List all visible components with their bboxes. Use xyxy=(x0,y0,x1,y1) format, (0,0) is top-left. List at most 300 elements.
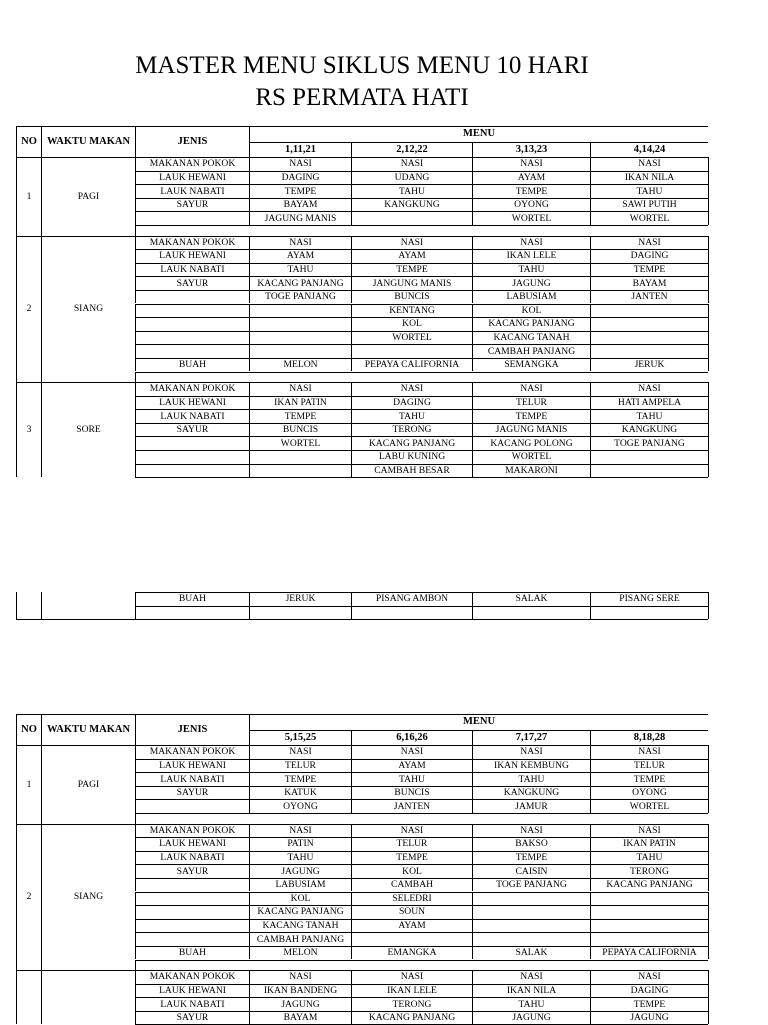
menu-item-cell: KACANG POLONG xyxy=(490,437,573,449)
table-vertical-rule xyxy=(135,396,136,410)
table-vertical-rule xyxy=(590,344,591,358)
menu-item-cell: TEMPE xyxy=(396,264,428,275)
table-vertical-rule xyxy=(472,745,473,759)
table-vertical-rule xyxy=(135,276,136,290)
table-vertical-rule xyxy=(708,157,709,171)
table-vertical-rule xyxy=(249,409,250,423)
menu-item-cell: NASI xyxy=(638,383,661,395)
table-vertical-rule xyxy=(351,592,352,606)
menu-item-cell: DAGING xyxy=(393,396,431,408)
table-vertical-rule xyxy=(135,263,136,277)
menu-item-cell: NASI xyxy=(289,158,312,170)
table-vertical-rule xyxy=(351,236,352,250)
table-vertical-rule xyxy=(351,198,352,212)
menu-item-cell: WORTEL xyxy=(511,212,552,224)
menu-item-cell: NASI xyxy=(520,824,543,836)
table-vertical-rule xyxy=(16,592,17,619)
table-vertical-rule xyxy=(135,984,136,998)
menu-item-cell: TERONG xyxy=(630,865,669,877)
menu-item-cell: SALAK xyxy=(515,947,548,959)
table-horizontal-rule xyxy=(135,606,708,607)
table-horizontal-rule xyxy=(135,932,708,933)
table-vertical-rule xyxy=(16,126,17,157)
table-vertical-rule xyxy=(351,290,352,304)
table-vertical-rule xyxy=(590,799,591,813)
menu-item-cell: MAKARONI xyxy=(505,464,558,476)
menu-item-cell: NASI xyxy=(289,824,312,836)
menu-item-cell: NASI xyxy=(638,824,661,836)
table-vertical-rule xyxy=(472,970,473,984)
document-subtitle: RS PERMATA HATI xyxy=(255,84,469,111)
menu-item-cell: NASI xyxy=(289,383,312,395)
menu-item-cell: IKAN LELE xyxy=(506,250,557,262)
jenis-cell: LAUK NABATI xyxy=(160,264,225,275)
menu-item-cell: TELUR xyxy=(396,838,428,850)
table-vertical-rule xyxy=(708,772,709,786)
table-vertical-rule xyxy=(249,759,250,773)
menu-item-cell: OYONG xyxy=(514,199,549,211)
menu-item-cell: KACANG TANAH xyxy=(262,920,339,931)
table-vertical-rule xyxy=(249,126,250,157)
table-vertical-rule xyxy=(590,171,591,185)
table-vertical-rule xyxy=(708,382,709,396)
table-vertical-rule xyxy=(472,263,473,277)
menu-item-cell: WORTEL xyxy=(280,437,321,449)
table-vertical-rule xyxy=(708,745,709,759)
table-horizontal-rule xyxy=(135,344,708,345)
table-vertical-rule xyxy=(351,932,352,946)
table-vertical-rule xyxy=(351,997,352,1011)
menu-item-cell: KACANG PANJANG xyxy=(257,277,344,289)
menu-item-cell: IKAN NILA xyxy=(624,171,675,183)
menu-item-cell: NASI xyxy=(520,158,543,170)
table-vertical-rule xyxy=(135,382,136,396)
menu-item-cell: TEMPE xyxy=(633,264,666,275)
menu-item-cell: PEPAYA CALIFORNIA xyxy=(364,359,460,371)
table-vertical-rule xyxy=(708,851,709,865)
menu-item-cell: KOL xyxy=(290,892,311,904)
table-vertical-rule xyxy=(590,1011,591,1025)
menu-item-cell: TAHU xyxy=(636,410,663,422)
table-vertical-rule xyxy=(135,759,136,773)
table-vertical-rule xyxy=(590,759,591,773)
menu-item-cell: JAGUNG xyxy=(281,865,320,877)
menu-item-cell: IKAN KEMBUNG xyxy=(494,759,569,771)
table-vertical-rule xyxy=(708,997,709,1011)
table-vertical-rule xyxy=(590,786,591,800)
menu-item-cell: AYAM xyxy=(398,250,426,262)
table-vertical-rule xyxy=(135,249,136,263)
table-vertical-rule xyxy=(41,236,42,383)
table-vertical-rule xyxy=(708,290,709,304)
table-vertical-rule xyxy=(472,759,473,773)
menu-item-cell: WORTEL xyxy=(629,212,670,224)
menu-item-cell: TELUR xyxy=(634,759,665,771)
table-vertical-rule xyxy=(472,837,473,851)
menu-item-cell: JERUK xyxy=(634,359,665,371)
section-number: 1 xyxy=(26,190,32,202)
table-vertical-rule xyxy=(135,171,136,185)
table-vertical-rule xyxy=(351,396,352,410)
jenis-cell: LAUK HEWANI xyxy=(159,171,226,183)
menu-item-cell: TOGE PANJANG xyxy=(265,291,336,303)
table-vertical-rule xyxy=(135,997,136,1011)
table-vertical-rule xyxy=(249,184,250,198)
table-vertical-rule xyxy=(590,905,591,919)
table-vertical-rule xyxy=(472,436,473,450)
table-vertical-rule xyxy=(249,436,250,450)
table-vertical-rule xyxy=(472,851,473,865)
table-vertical-rule xyxy=(708,759,709,773)
menu-item-cell: TEMPE xyxy=(515,852,548,863)
table-vertical-rule xyxy=(351,211,352,225)
table-vertical-rule xyxy=(590,184,591,198)
menu-item-cell: TEMPE xyxy=(284,185,317,197)
menu-item-cell: NASI xyxy=(638,236,661,248)
section-meal-time: SIANG xyxy=(73,303,104,315)
menu-item-cell: NASI xyxy=(400,971,424,983)
table-vertical-rule xyxy=(472,878,473,892)
table-vertical-rule xyxy=(351,450,352,464)
table-vertical-rule xyxy=(351,745,352,759)
menu-item-cell: NASI xyxy=(520,383,543,395)
table-vertical-rule xyxy=(472,171,473,185)
table-vertical-rule xyxy=(590,730,591,746)
table-vertical-rule xyxy=(351,799,352,813)
table-vertical-rule xyxy=(472,450,473,464)
header-jenis: JENIS xyxy=(177,136,208,147)
table-vertical-rule xyxy=(590,409,591,423)
table-vertical-rule xyxy=(590,824,591,838)
menu-item-cell: TAHU xyxy=(399,185,425,197)
jenis-cell: LAUK NABATI xyxy=(160,185,225,197)
menu-item-cell: CAMBAH BESAR xyxy=(374,464,450,476)
menu-item-cell: PISANG AMBON xyxy=(375,593,449,605)
menu-item-cell: LABUSIAM xyxy=(506,291,557,303)
table-vertical-rule xyxy=(16,382,17,477)
table-vertical-rule xyxy=(472,157,473,171)
menu-item-cell: TOGE PANJANG xyxy=(496,879,567,891)
jenis-cell: LAUK NABATI xyxy=(160,998,225,1010)
menu-item-cell: TEMPE xyxy=(284,410,317,422)
table-vertical-rule xyxy=(249,358,250,372)
menu-item-cell: PEPAYA CALIFORNIA xyxy=(602,947,697,959)
section-meal-time: PAGI xyxy=(77,190,100,202)
table-vertical-rule xyxy=(135,184,136,198)
menu-item-cell: SALAK xyxy=(515,593,548,605)
table-vertical-rule xyxy=(590,382,591,396)
menu-item-cell: TAHU xyxy=(518,773,545,785)
table-vertical-rule xyxy=(590,290,591,304)
table-vertical-rule xyxy=(351,436,352,450)
table-vertical-rule xyxy=(135,1011,136,1025)
jenis-cell: MAKANAN POKOK xyxy=(149,383,236,395)
menu-item-cell: AYAM xyxy=(286,250,315,262)
table-vertical-rule xyxy=(135,464,136,478)
table-vertical-rule xyxy=(249,984,250,998)
table-vertical-rule xyxy=(351,171,352,185)
menu-item-cell: SELEDRI xyxy=(392,892,432,904)
table-vertical-rule xyxy=(41,970,42,1024)
table-vertical-rule xyxy=(590,263,591,277)
menu-item-cell: NASI xyxy=(520,971,543,983)
table-horizontal-rule xyxy=(135,813,708,814)
table-vertical-rule xyxy=(351,730,352,746)
menu-item-cell: TAHU xyxy=(287,264,314,275)
table-vertical-rule xyxy=(351,824,352,838)
menu-item-cell: WORTEL xyxy=(629,800,670,812)
table-vertical-rule xyxy=(249,464,250,478)
table-vertical-rule xyxy=(590,276,591,290)
table-vertical-rule xyxy=(16,157,17,236)
menu-item-cell: KANGKUNG xyxy=(621,424,678,436)
table-vertical-rule xyxy=(135,864,136,878)
table-vertical-rule xyxy=(135,126,136,157)
menu-item-cell: BUNCIS xyxy=(282,424,319,436)
table-vertical-rule xyxy=(708,211,709,225)
table-vertical-rule xyxy=(590,317,591,331)
menu-item-cell: IKAN PATIN xyxy=(274,396,327,408)
section-meal-time: SIANG xyxy=(73,891,104,903)
table-vertical-rule xyxy=(472,317,473,331)
table-vertical-rule xyxy=(135,714,136,745)
table-horizontal-rule xyxy=(16,714,249,715)
table-vertical-rule xyxy=(249,171,250,185)
jenis-cell: LAUK HEWANI xyxy=(159,759,226,771)
table-vertical-rule xyxy=(472,409,473,423)
table-vertical-rule xyxy=(41,824,42,971)
menu-item-cell: CAMBAH xyxy=(390,879,434,891)
table-vertical-rule xyxy=(472,198,473,212)
menu-item-cell: LABUSIAM xyxy=(275,879,326,891)
table-vertical-rule xyxy=(472,932,473,946)
menu-item-cell: NASI xyxy=(400,383,424,395)
table-vertical-rule xyxy=(590,864,591,878)
table-vertical-rule xyxy=(590,304,591,318)
table-vertical-rule xyxy=(135,225,136,236)
table-vertical-rule xyxy=(249,997,250,1011)
table-vertical-rule xyxy=(249,714,250,745)
table-vertical-rule xyxy=(590,851,591,865)
table-vertical-rule xyxy=(135,358,136,372)
table-vertical-rule xyxy=(590,423,591,437)
table-vertical-rule xyxy=(590,970,591,984)
menu-item-cell: AYAM xyxy=(517,171,546,183)
jenis-cell: SAYUR xyxy=(176,865,209,877)
menu-item-cell: TEMPE xyxy=(284,773,317,785)
table-vertical-rule xyxy=(351,759,352,773)
table-vertical-rule xyxy=(472,290,473,304)
menu-item-cell: BAYAM xyxy=(283,199,318,211)
table-vertical-rule xyxy=(249,276,250,290)
header-no: NO xyxy=(21,136,37,147)
menu-item-cell: NASI xyxy=(289,236,312,248)
table-vertical-rule xyxy=(708,946,709,960)
table-vertical-rule xyxy=(708,837,709,851)
menu-item-cell: NASI xyxy=(400,236,424,248)
table-vertical-rule xyxy=(590,211,591,225)
table-vertical-rule xyxy=(249,236,250,250)
menu-item-cell: TOGE PANJANG xyxy=(614,437,685,449)
table-vertical-rule xyxy=(135,198,136,212)
table-vertical-rule xyxy=(16,970,17,1024)
section-number: 3 xyxy=(26,424,32,436)
menu-item-cell: KANGKUNG xyxy=(503,787,560,799)
table-vertical-rule xyxy=(135,290,136,304)
table-vertical-rule xyxy=(351,409,352,423)
table-vertical-rule xyxy=(708,824,709,838)
table-vertical-rule xyxy=(708,592,709,606)
menu-item-cell: DAGING xyxy=(281,171,320,183)
table-vertical-rule xyxy=(135,799,136,813)
table-vertical-rule xyxy=(472,997,473,1011)
table-vertical-rule xyxy=(249,946,250,960)
table-vertical-rule xyxy=(135,423,136,437)
table-vertical-rule xyxy=(590,592,591,606)
menu-item-cell: PATIN xyxy=(287,838,314,850)
table-vertical-rule xyxy=(249,317,250,331)
table-vertical-rule xyxy=(249,331,250,345)
menu-item-cell: JAGUNG xyxy=(512,1012,551,1024)
table-vertical-rule xyxy=(472,211,473,225)
menu-item-cell: AYAM xyxy=(398,920,426,931)
table-vertical-rule xyxy=(708,317,709,331)
table-vertical-rule xyxy=(135,409,136,423)
table-vertical-rule xyxy=(351,249,352,263)
table-vertical-rule xyxy=(351,184,352,198)
table-vertical-rule xyxy=(249,932,250,946)
menu-item-cell: KACANG TANAH xyxy=(493,332,570,343)
table-vertical-rule xyxy=(708,932,709,946)
table-vertical-rule xyxy=(16,236,17,383)
table-vertical-rule xyxy=(472,1011,473,1025)
menu-item-cell: JANGUNG MANIS xyxy=(372,277,452,289)
section-number: 2 xyxy=(26,303,32,315)
table-vertical-rule xyxy=(351,157,352,171)
menu-item-cell: NASI xyxy=(289,746,312,758)
table-vertical-rule xyxy=(708,276,709,290)
table-vertical-rule xyxy=(135,331,136,345)
header-day-group: 8,18,28 xyxy=(633,731,666,743)
table-vertical-rule xyxy=(249,745,250,759)
table-vertical-rule xyxy=(135,824,136,838)
table-vertical-rule xyxy=(351,892,352,906)
table-vertical-rule xyxy=(351,786,352,800)
table-vertical-rule xyxy=(708,970,709,984)
header-jenis: JENIS xyxy=(177,724,208,735)
menu-item-cell: KOL xyxy=(521,304,542,316)
table-vertical-rule xyxy=(590,450,591,464)
menu-item-cell: BAYAM xyxy=(632,277,667,289)
table-vertical-rule xyxy=(351,905,352,919)
table-vertical-rule xyxy=(249,344,250,358)
table-vertical-rule xyxy=(135,304,136,318)
table-vertical-rule xyxy=(472,730,473,746)
table-vertical-rule xyxy=(249,786,250,800)
table-vertical-rule xyxy=(135,878,136,892)
table-vertical-rule xyxy=(135,236,136,250)
table-vertical-rule xyxy=(708,409,709,423)
header-day-group: 3,13,23 xyxy=(515,143,548,155)
menu-item-cell: JAGUNG MANIS xyxy=(495,424,568,436)
table-vertical-rule xyxy=(351,772,352,786)
table-vertical-rule xyxy=(249,824,250,838)
table-vertical-rule xyxy=(590,932,591,946)
menu-item-cell: JAGUNG xyxy=(630,1012,669,1024)
table-vertical-rule xyxy=(590,878,591,892)
jenis-cell: SAYUR xyxy=(176,424,209,436)
menu-item-cell: SOUN xyxy=(398,906,426,918)
menu-item-cell: TEMPE xyxy=(633,998,666,1010)
table-vertical-rule xyxy=(590,436,591,450)
jenis-cell: SAYUR xyxy=(176,199,209,211)
table-vertical-rule xyxy=(590,892,591,906)
table-vertical-rule xyxy=(135,436,136,450)
table-vertical-rule xyxy=(351,984,352,998)
table-vertical-rule xyxy=(708,984,709,998)
table-horizontal-rule xyxy=(135,477,708,478)
table-vertical-rule xyxy=(590,142,591,158)
menu-item-cell: NASI xyxy=(400,158,424,170)
jenis-cell: MAKANAN POKOK xyxy=(149,236,236,248)
menu-item-cell: CAMBAH PANJANG xyxy=(256,933,345,945)
table-vertical-rule xyxy=(351,606,352,620)
menu-item-cell: CAMBAH PANJANG xyxy=(487,345,576,357)
table-vertical-rule xyxy=(708,358,709,372)
menu-item-cell: SAWI PUTIH xyxy=(622,199,677,211)
table-vertical-rule xyxy=(590,331,591,345)
menu-item-cell: WORTEL xyxy=(511,451,552,463)
table-vertical-rule xyxy=(590,919,591,933)
menu-item-cell: TEMPE xyxy=(515,185,548,197)
table-vertical-rule xyxy=(135,450,136,464)
table-vertical-rule xyxy=(16,714,17,745)
header-day-group: 5,15,25 xyxy=(284,731,317,743)
menu-item-cell: KACANG PANJANG xyxy=(368,437,456,449)
menu-item-cell: TERONG xyxy=(392,424,432,436)
table-vertical-rule xyxy=(472,864,473,878)
table-vertical-rule xyxy=(249,892,250,906)
header-day-group: 2,12,22 xyxy=(396,143,428,155)
menu-item-cell: JERUK xyxy=(285,593,316,605)
menu-item-cell: KACANG PANJANG xyxy=(488,318,575,330)
menu-item-cell: AYAM xyxy=(398,759,426,771)
table-vertical-rule xyxy=(351,276,352,290)
menu-item-cell: TAHU xyxy=(399,773,425,785)
table-vertical-rule xyxy=(135,745,136,759)
menu-item-cell: BAYAM xyxy=(283,1012,318,1024)
table-vertical-rule xyxy=(472,984,473,998)
table-vertical-rule xyxy=(708,1011,709,1025)
table-vertical-rule xyxy=(249,198,250,212)
table-vertical-rule xyxy=(708,396,709,410)
menu-item-cell: NASI xyxy=(638,746,661,758)
table-vertical-rule xyxy=(41,745,42,824)
jenis-cell: LAUK HEWANI xyxy=(159,250,226,262)
table-vertical-rule xyxy=(249,249,250,263)
table-vertical-rule xyxy=(249,772,250,786)
table-vertical-rule xyxy=(472,249,473,263)
table-vertical-rule xyxy=(249,864,250,878)
section-meal-time: PAGI xyxy=(77,778,100,790)
table-vertical-rule xyxy=(135,892,136,906)
menu-item-cell: NASI xyxy=(289,971,312,983)
table-vertical-rule xyxy=(472,799,473,813)
jenis-cell: SAYUR xyxy=(176,1012,209,1024)
menu-item-cell: KANGKUNG xyxy=(384,199,440,211)
menu-item-cell: TEMPE xyxy=(396,852,428,863)
menu-item-cell: KACANG PANJANG xyxy=(257,906,344,918)
